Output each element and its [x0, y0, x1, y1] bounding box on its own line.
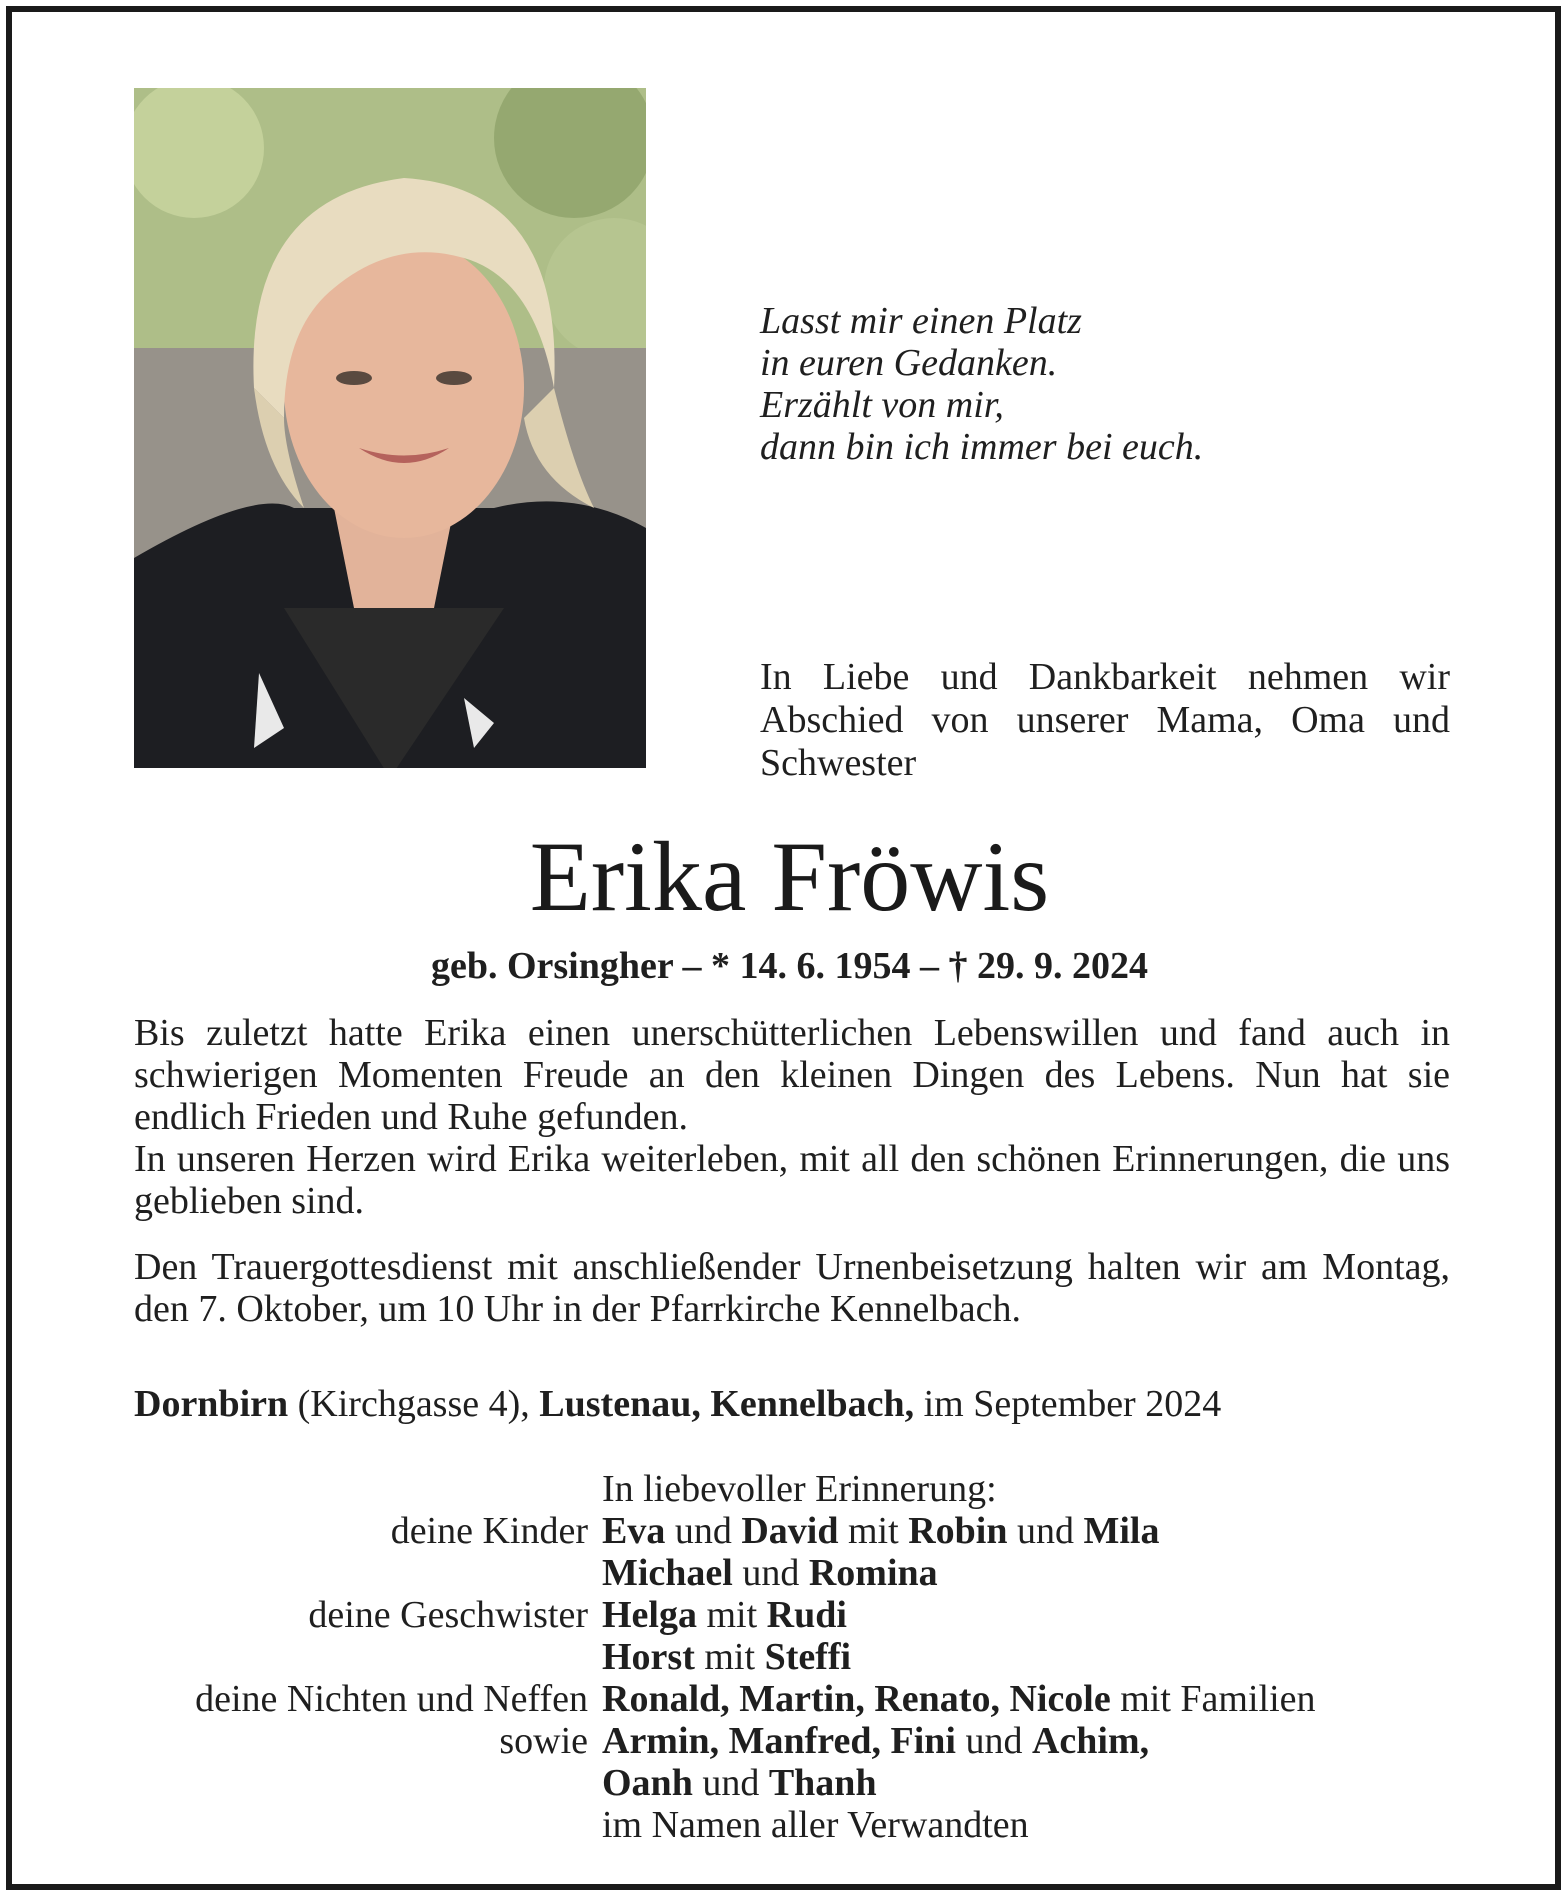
mourners-row [12, 1720, 1462, 1762]
life-dates: geb. Orsingher – * 14. 6. 1954 – † 29. 9. 2024 [430, 945, 1149, 987]
mourner-names: Horst mit Steffi [602, 1636, 852, 1678]
place-and-date [134, 1382, 1450, 1426]
mourners-row [12, 1804, 1462, 1846]
mourners-row [12, 1678, 1462, 1720]
portrait-illustration [134, 88, 646, 768]
poem-line: in euren Gedanken. [760, 342, 1058, 384]
mourner-names: Ronald, Martin, Renato, Nicole mit Familien [602, 1678, 1316, 1720]
mourners-intro-row [12, 1468, 1462, 1510]
poem-line: dann bin ich immer bei euch. [760, 426, 1204, 468]
relation-label: deine Nichten und Neffen [195, 1678, 588, 1720]
poem-line: Lasst mir einen Platz [760, 300, 1082, 342]
obituary-body [134, 1012, 1450, 1330]
place-city: Dornbirn [134, 1383, 289, 1425]
deceased-name: Erika Fröwis [529, 821, 1050, 932]
place-address: (Kirchgasse 4), [288, 1383, 540, 1425]
portrait-photo [134, 88, 646, 768]
mourner-names: Helga mit Rudi [602, 1594, 847, 1636]
relation-label: deine Geschwister [308, 1594, 588, 1636]
mourners-row [12, 1552, 1462, 1594]
mourner-names: Armin, Manfred, Fini und Achim, [602, 1720, 1150, 1762]
relation-label: sowie [499, 1720, 588, 1762]
mourners-row [12, 1762, 1462, 1804]
paragraph-service: Den Trauergottesdienst mit anschließender Urnenbeisetzung halten wir am Montag, den 7. Oktober, um 10 Uhr in der Pfarrkirche Kennelbach. [134, 1246, 1450, 1330]
mourners-row [12, 1636, 1462, 1678]
mourners-row [12, 1510, 1462, 1552]
mourners-intro: In liebevoller Erinnerung: [602, 1468, 997, 1510]
mourner-names: Michael und Romina [602, 1552, 938, 1594]
place-date: im September 2024 [914, 1383, 1222, 1425]
obituary-notice [6, 6, 1561, 1890]
relation-label: deine Kinder [390, 1510, 588, 1552]
mourners-row [12, 1594, 1462, 1636]
paragraph-life: Bis zuletzt hatte Erika einen unerschütterlichen Lebenswillen und fand auch in schwierigen Momenten Freude an den kleinen Dingen des Lebens. Nun hat sie endlich Frieden und Ruhe gefunden. [134, 1012, 1450, 1138]
mourner-names: Oanh und Thanh [602, 1762, 877, 1804]
mourner-names: Eva und David mit Robin und Mila [602, 1510, 1160, 1552]
farewell-text: In Liebe und Dankbarkeit nehmen wir Abschied von unserer Mama, Oma und Schwester [760, 656, 1450, 784]
mourners-closing: im Namen aller Verwandten [602, 1804, 1029, 1846]
poem-line: Erzählt von mir, [760, 384, 1004, 426]
place-cities: Lustenau, Kennelbach, [539, 1383, 915, 1425]
paragraph-memory: In unseren Herzen wird Erika weiterleben, mit all den schönen Erinnerungen, die uns geblieben sind. [134, 1138, 1450, 1222]
mourners-list [12, 1468, 1462, 1846]
poem-verse [760, 300, 1203, 468]
